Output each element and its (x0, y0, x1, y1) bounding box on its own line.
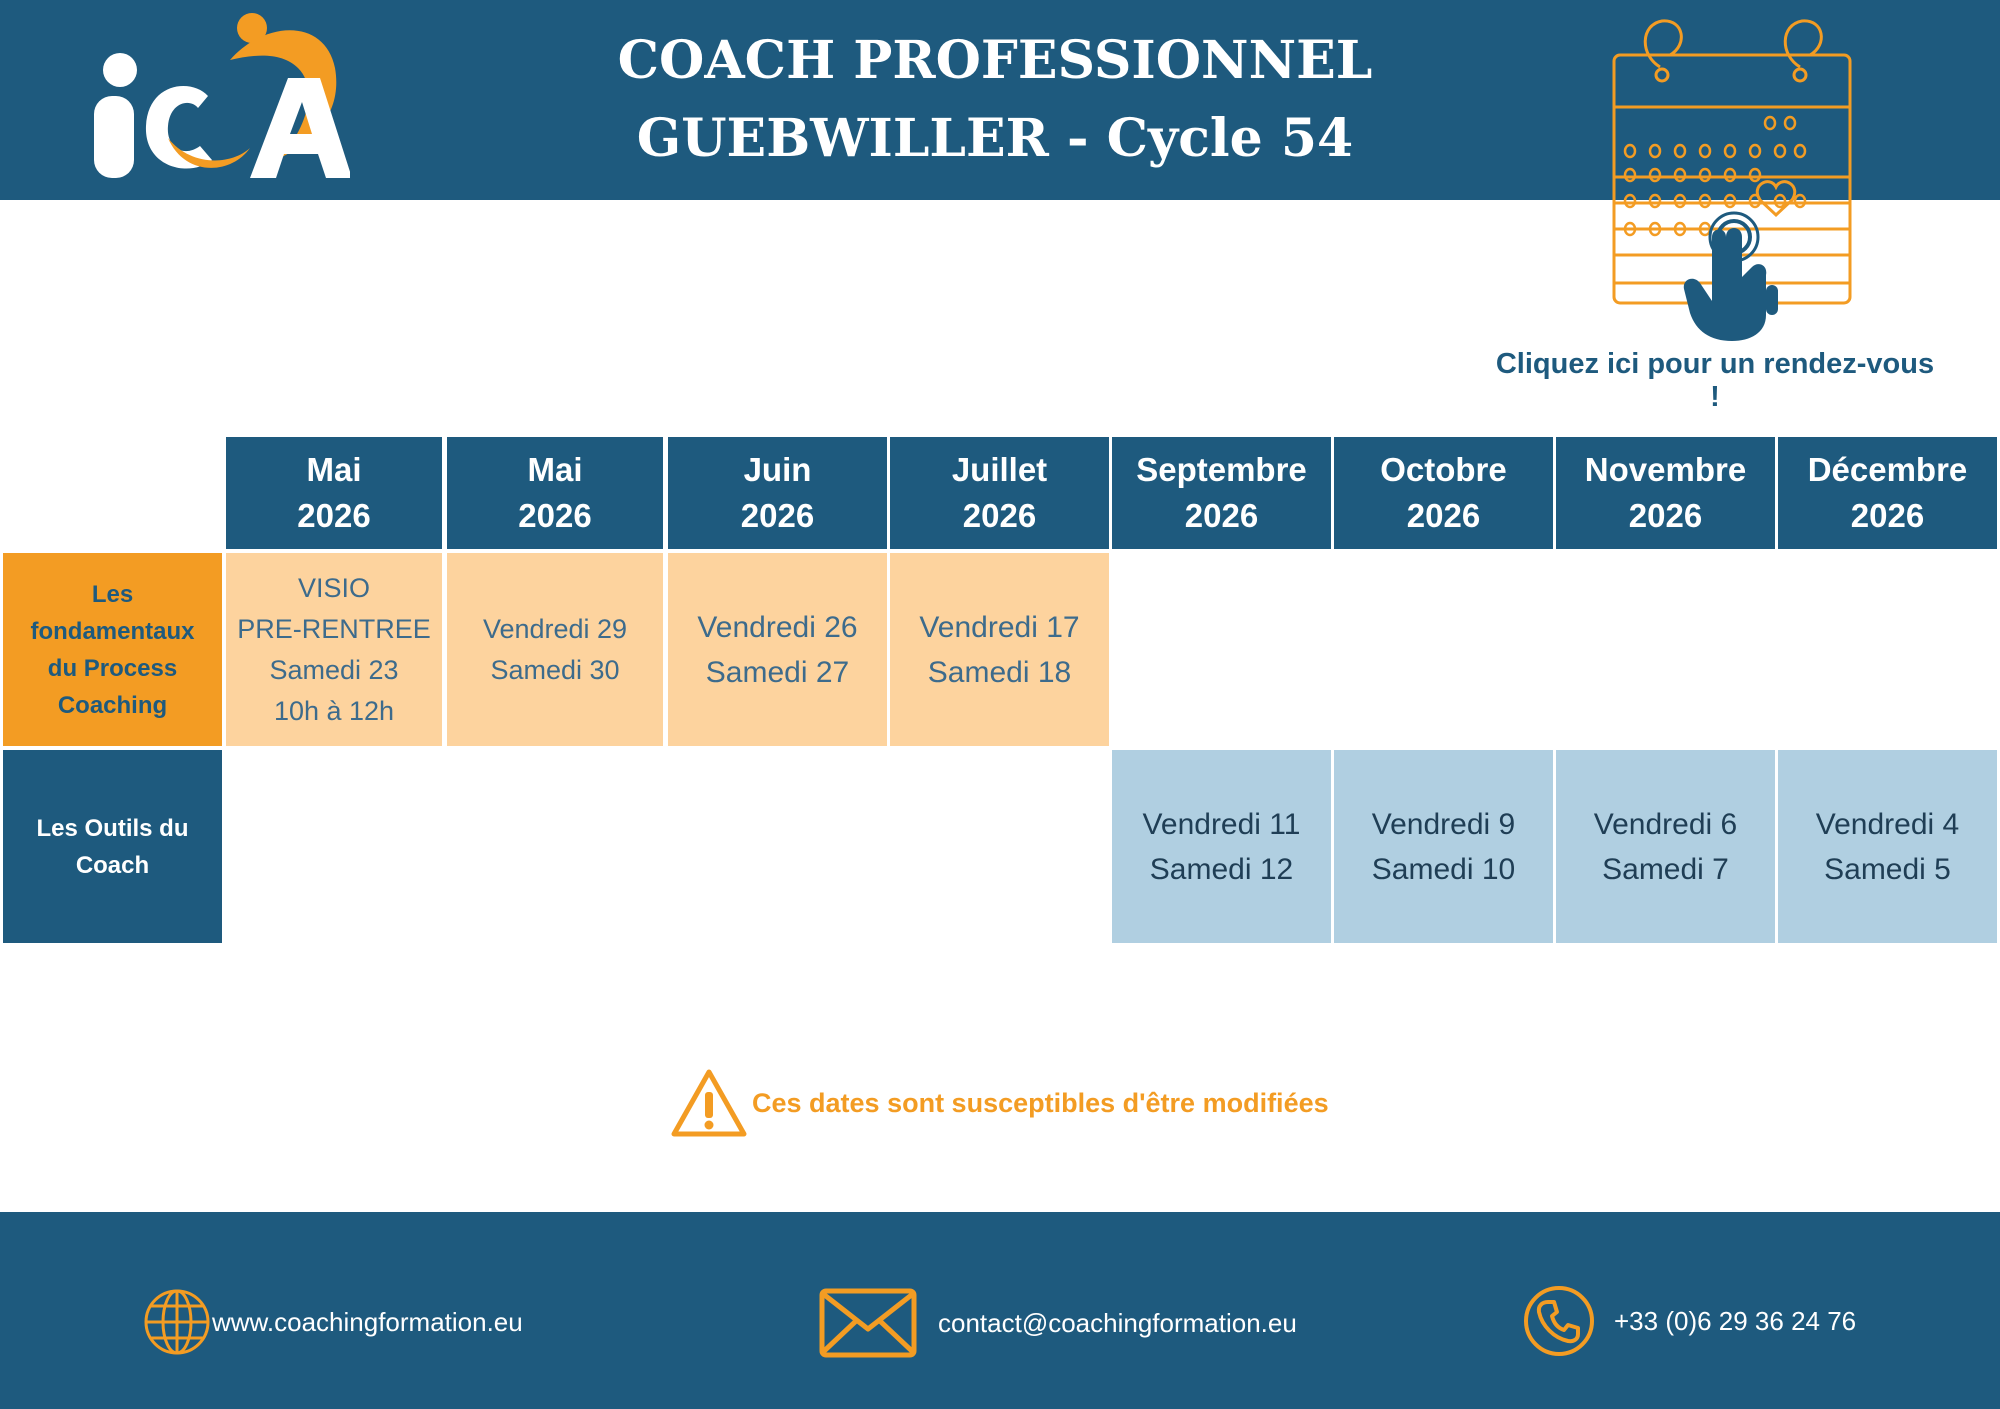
website-text: www.coachingformation.eu (212, 1306, 523, 1337)
date-cell (1778, 750, 1997, 943)
month-name: Septembre (1136, 451, 1307, 488)
month-name: Octobre (1380, 451, 1507, 488)
month-name: Juillet (951, 451, 1048, 488)
email-link[interactable] (818, 1287, 1297, 1359)
date-line: Samedi 23 (269, 654, 399, 685)
date-line: Vendredi 11 (1142, 807, 1301, 841)
month-year: 2026 (962, 497, 1037, 534)
page-title (550, 22, 1440, 178)
globe-icon (142, 1287, 212, 1357)
envelope-icon (818, 1287, 918, 1359)
date-line: Vendredi 17 (919, 610, 1080, 644)
calendar-click-icon[interactable] (1600, 15, 1860, 345)
date-cell (890, 553, 1109, 746)
month-header (890, 437, 1109, 549)
month-year: 2026 (1184, 497, 1259, 534)
title-line-2: GUEBWILLER - Cycle 54 (636, 108, 1354, 169)
date-cell (1112, 750, 1331, 943)
date-cell (447, 553, 663, 746)
month-header (226, 437, 442, 549)
month-name: Décembre (1807, 451, 1968, 488)
date-line: Vendredi 6 (1593, 807, 1738, 841)
row-label-fondamentaux: Les fondamentaux du Process Coaching (3, 553, 222, 746)
month-year: 2026 (1628, 497, 1703, 534)
month-name: Mai (306, 451, 362, 488)
month-name: Mai (527, 451, 583, 488)
phone-link[interactable] (1522, 1284, 1856, 1358)
phone-text: +33 (0)6 29 36 24 76 (1614, 1305, 1857, 1336)
date-line: Samedi 18 (927, 655, 1072, 689)
date-cell (226, 553, 442, 746)
appointment-link[interactable]: Cliquez ici pour un rendez-vous ! (1495, 348, 1935, 413)
date-line: Vendredi 4 (1815, 807, 1960, 841)
date-line: Vendredi 26 (697, 610, 858, 644)
warning-note (670, 1068, 1329, 1138)
warning-text: Ces dates sont susceptibles d'être modifiées (752, 1087, 1329, 1118)
date-line: VISIO (297, 572, 371, 603)
date-line: 10h à 12h (273, 695, 395, 726)
date-line: Vendredi 9 (1371, 807, 1516, 841)
footer-banner (0, 1212, 2000, 1409)
date-line: Samedi 27 (705, 655, 850, 689)
date-line: PRE-RENTREE (237, 613, 431, 644)
month-header (1778, 437, 1997, 549)
date-line: Vendredi 29 (482, 613, 628, 644)
date-cell (1556, 750, 1775, 943)
date-line: Samedi 7 (1602, 852, 1729, 886)
month-header (668, 437, 887, 549)
date-line: Samedi 30 (490, 654, 620, 685)
month-header (1334, 437, 1553, 549)
month-year: 2026 (297, 497, 371, 534)
month-header (1112, 437, 1331, 549)
month-name: Novembre (1584, 451, 1747, 488)
date-cell (668, 553, 887, 746)
date-cell (1334, 750, 1553, 943)
phone-icon (1522, 1284, 1596, 1358)
title-line-1: COACH PROFESSIONNEL (617, 30, 1373, 91)
warning-icon (670, 1068, 748, 1138)
date-line: Samedi 12 (1149, 852, 1294, 886)
month-name: Juin (743, 451, 812, 488)
month-header (447, 437, 663, 549)
date-line: Samedi 10 (1371, 852, 1516, 886)
email-text: contact@coachingformation.eu (938, 1307, 1297, 1338)
month-year: 2026 (740, 497, 815, 534)
website-link[interactable] (142, 1287, 523, 1357)
ica-logo (80, 8, 350, 188)
row-label-outils: Les Outils du Coach (3, 750, 222, 943)
month-year: 2026 (1850, 497, 1925, 534)
month-year: 2026 (1406, 497, 1481, 534)
month-header (1556, 437, 1775, 549)
date-line: Samedi 5 (1824, 852, 1951, 886)
month-year: 2026 (518, 497, 592, 534)
